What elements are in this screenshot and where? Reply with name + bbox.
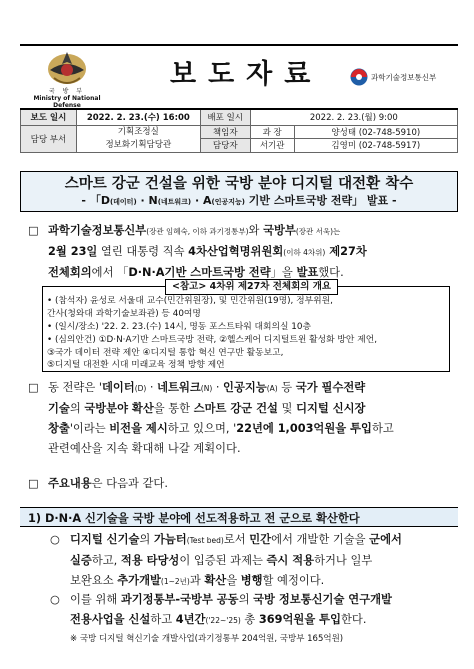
b1-l2-d: 이 입증된 과제는	[179, 554, 267, 567]
p1-l3-e: 발표	[296, 266, 319, 279]
sub-sep2: · A	[191, 194, 212, 207]
b2-l1-a: 이를 위해	[70, 593, 121, 606]
p1-l1-b: (장관 임혜숙, 이하 과기정통부)	[146, 227, 249, 236]
p2-l1-b: 데이터	[101, 381, 135, 394]
msit-mark-icon	[350, 68, 368, 86]
p2-l2-g: 디지털 신시장	[296, 402, 366, 415]
footnote: ※ 국방 디지털 혁신기술 개발사업(과기정통부 204억원, 국방부 165억원)	[70, 634, 344, 644]
p1-l3-a: 전체회의	[48, 266, 92, 279]
p1-l2-d: (이하 4차위)	[283, 248, 326, 257]
p2-l2-e: 스마트 강군 건설	[193, 402, 278, 415]
p2-l1-d: ·	[146, 381, 158, 394]
p1-l2-e: 제27차	[325, 245, 367, 258]
p2-l1-f: (N)	[200, 384, 213, 393]
mnd-name-en: Ministry of National Defense	[33, 95, 101, 109]
release-info-table	[20, 108, 458, 153]
p2-l1-a: 동 전략은 '	[48, 381, 102, 394]
embargo-label: 보도 일시	[21, 109, 77, 125]
bullet-2-content	[50, 590, 455, 631]
b2-l1-d: 국방 정보통신기술 연구개발	[253, 593, 392, 606]
p2-l3-e: 22년에 1,003억원을 투입	[236, 422, 372, 435]
b1-l1-f: 민간	[249, 533, 272, 546]
p2-l1-c: (D)	[134, 384, 147, 393]
b1-l3-a: 보완요소	[70, 574, 118, 587]
b1-l2-e: 즉시 적용	[266, 554, 315, 567]
b1-l3-d: 과	[189, 574, 205, 587]
square-bullet: □	[28, 224, 39, 237]
b1-l2-f: 하거나 일부	[314, 554, 373, 567]
p1-l3-b: 에서 「	[91, 266, 129, 279]
b1-l2-b: 하고,	[91, 554, 121, 567]
paragraph-3	[28, 474, 453, 494]
p1-l2-c: 4차산업혁명위원회	[188, 245, 284, 258]
mnd-logo	[22, 48, 112, 108]
b2-l2-f: 369억원을 투입	[258, 613, 341, 626]
release-title: 보도자료	[170, 59, 323, 90]
reference-title: <참고> 4차위 제27차 전체회의 개요	[165, 279, 338, 295]
p2-l2-b: 의	[69, 402, 85, 415]
section-1-heading: 1) D·N·A 신기술을 국방 분야에 선도적용하고 전 군으로 확산한다	[20, 507, 458, 527]
circle-bullet: ○	[50, 533, 60, 546]
paragraph-1	[28, 221, 453, 283]
b1-l3-h: 할 예정이다.	[262, 574, 325, 587]
p2-l3-b: '이라는	[69, 422, 110, 435]
b1-l3-c: (1~2년)	[160, 577, 190, 586]
p1-l2-a: 2월 23일	[48, 245, 98, 258]
ref-line-1: • (참석자) 윤성로 서울대 교수(민간위원장), 및 민간위원(19명), 정부위원,	[47, 296, 333, 306]
p1-l3-d: 」을	[270, 266, 297, 279]
responsible-contact: 양성태 (02-748-5910)	[294, 125, 457, 139]
ref-line-2: 간사(청와대 과학기술보좌관) 등 40여명	[47, 309, 201, 319]
p2-l1-j: 등	[277, 381, 296, 394]
sub-suffix: 기반 스마트국방 전략」 발표 -	[244, 194, 397, 207]
p2-l3-d: 하고 있으며, '	[167, 422, 237, 435]
headline: 스마트 강군 건설을 위한 국방 분야 디지털 대전환 착수	[64, 176, 414, 192]
p1-l3-f: 했다.	[318, 266, 344, 279]
p3-b: 은 다음과 같다.	[91, 477, 168, 490]
b1-l1-d: (Test bed)	[186, 536, 224, 545]
b2-l2-d: ('22~'25)	[205, 616, 241, 625]
staff-contact: 김영미 (02-748-5917)	[294, 139, 457, 153]
square-bullet: □	[28, 477, 39, 490]
b1-l3-b: 추가개발	[117, 574, 161, 587]
p2-l2-a: 기술	[48, 402, 70, 415]
p2-l1-g: ·	[212, 381, 224, 394]
p1-l1-c: 와	[248, 224, 264, 237]
b1-l1-h: 군에서	[369, 533, 402, 546]
bullet-1	[50, 530, 455, 592]
b1-l1-e: 로서	[223, 533, 250, 546]
p2-l1-h: 인공지능	[223, 381, 267, 394]
ref-line-6: ⑤디지털 대전환 시대 미래교육 정책 방향 제언	[47, 360, 225, 370]
press-release-header	[20, 44, 458, 108]
mnd-emblem-icon	[44, 48, 90, 88]
sub-a-small: (인공지능)	[211, 198, 245, 206]
sub-sep1: · N	[136, 194, 158, 207]
paragraph-2	[28, 378, 453, 459]
paragraph-1-text	[48, 221, 453, 283]
p2-l3-c: 비전을 제시	[109, 422, 168, 435]
ref-line-5: ③국가 데이터 전략 제안 ④디지털 통합 혁신 연구반 활동보고,	[47, 348, 284, 358]
b1-l2-c: 적용 타당성	[120, 554, 180, 567]
b1-l1-b: 의	[139, 533, 154, 546]
staff-title: 서기관	[250, 139, 294, 153]
sub-d-small: (데이터)	[109, 198, 137, 206]
p2-l1-k: 국가 필수전략	[295, 381, 366, 394]
distribution-value: 2022. 2. 23.(월) 9:00	[250, 109, 457, 125]
sub-prefix: - 「D	[81, 194, 110, 207]
msit-logo	[350, 68, 458, 88]
p1-l1-e: (장관 서욱)는	[295, 227, 341, 236]
bullet-1-text	[70, 530, 455, 592]
dept-value	[76, 125, 200, 152]
reference-box	[42, 281, 450, 372]
b2-l2-a: 전용사업을 신설	[70, 613, 151, 626]
b2-l1-b: 과기정통부-국방부 공동	[120, 593, 239, 606]
b2-l2-c: 4년간	[175, 613, 206, 626]
headline-box	[20, 171, 458, 212]
circle-bullet: ○	[50, 593, 60, 606]
dept-line2: 정보화기획담당관	[105, 139, 172, 150]
b1-l3-e: 확산	[204, 574, 227, 587]
responsible-label: 책임자	[200, 125, 250, 139]
subheadline	[21, 193, 457, 210]
p2-l2-f: 및	[277, 402, 297, 415]
b1-l1-a: 디지털 신기술	[70, 533, 140, 546]
b2-l2-b: 하고	[150, 613, 176, 626]
p2-l1-i: (A)	[266, 384, 278, 393]
p1-l2-b: 열린 대통령 직속	[97, 245, 189, 258]
paragraph-2-text	[48, 378, 453, 459]
ref-line-3: • (일시/장소) '22. 2. 23.(수) 14시, 명동 포스트타워 대회의실 10층	[47, 322, 311, 332]
dept-label: 담당 부서	[21, 125, 77, 152]
b1-l3-g: 병행	[240, 574, 263, 587]
p1-l1-d: 국방부	[263, 224, 296, 237]
ref-line-4: • (심의안건) ①D·N·A기반 스마트국방 전략, ②헬스케어 디지털트윈 활성화 방안 제언,	[47, 335, 377, 345]
bullet-2-text	[70, 590, 455, 631]
b1-l1-c: 가늠터	[153, 533, 187, 546]
dept-line1: 기획조정실	[117, 126, 159, 137]
paragraph-3-text	[48, 474, 453, 494]
distribution-label: 배포 일시	[200, 109, 250, 125]
p2-l3-a: 창출	[48, 422, 70, 435]
embargo-value: 2022. 2. 23.(수) 16:00	[76, 109, 200, 125]
b1-l1-g: 에서 개발한 기술을	[271, 533, 370, 546]
b2-l2-g: 한다.	[341, 613, 367, 626]
staff-label: 담당자	[200, 139, 250, 153]
p1-l3-c: D·N·A기반 스마트국방 전략	[128, 266, 271, 279]
responsible-title: 과 장	[250, 125, 294, 139]
p2-l1-e: 네트워크	[157, 381, 201, 394]
mnd-name-kr: 국 방 부	[48, 88, 86, 95]
b2-l2-e: 총	[240, 613, 259, 626]
p2-l4: 관련예산을 지속 확대해 나갈 계획이다.	[48, 442, 241, 455]
b1-l2-a: 실증	[70, 554, 92, 567]
p2-l2-c: 국방분야 확산	[84, 402, 154, 415]
p3-a: 주요내용	[48, 477, 92, 490]
b2-l1-c: 의	[238, 593, 254, 606]
p2-l3-f: 하고	[371, 422, 394, 435]
sub-n-small: (네트워크)	[157, 198, 192, 206]
p2-l2-d: 을 통한	[153, 402, 194, 415]
square-bullet: □	[28, 381, 39, 394]
p1-l1-a: 과학기술정보통신부	[48, 224, 147, 237]
b1-l3-f: 을	[226, 574, 241, 587]
msit-name: 과학기술정보통신부	[371, 73, 437, 82]
